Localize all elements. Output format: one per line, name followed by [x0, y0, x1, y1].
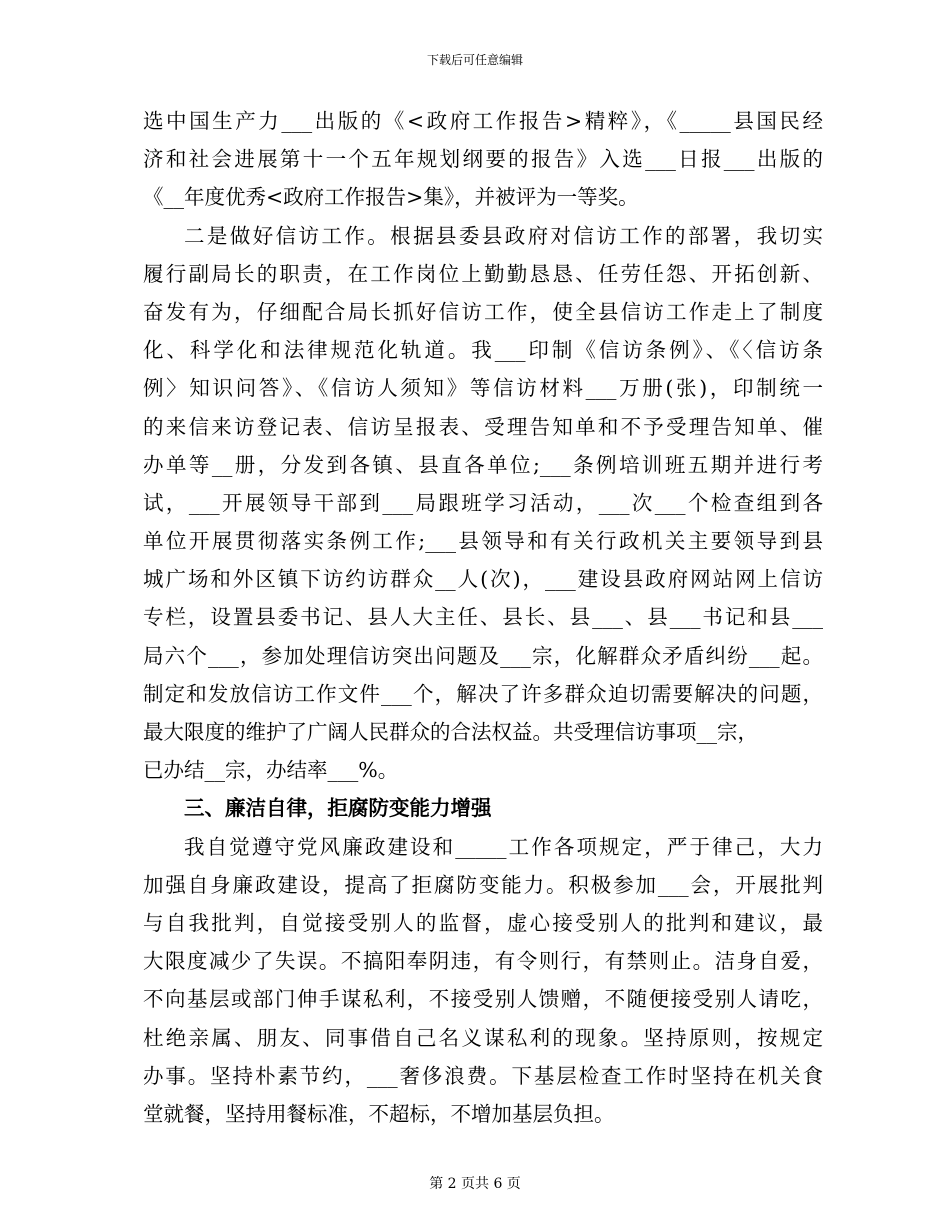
page-header: 下载后可任意编辑: [426, 53, 523, 67]
page-footer: 第 2 页共 6 页: [429, 1176, 521, 1192]
body-line: 大限度减少了失误。不搞阳奉阴违，有令则行，有禁则止。洁身自爱，: [143, 949, 823, 974]
body-line: 堂就餐，坚持用餐标准，不超标，不增加基层负担。: [143, 1101, 615, 1126]
body-line: 例〉知识问答》、《信访人须知》等信访材料___万册(张)，印制统一: [143, 376, 823, 401]
paragraph-start-line: 我自觉遵守党风廉政建设和_____工作各项规定，严于律己，大力: [184, 834, 823, 859]
body-line: 不向基层或部门伸手谋私利，不接受别人馈赠，不随便接受别人请吃，: [143, 987, 823, 1012]
body-line: 化、科学化和法律规范化轨道。我___印制《信访条例》、《〈信访条: [143, 338, 823, 363]
body-line: 加强自身廉政建设，提高了拒腐防变能力。积极参加___会，开展批判: [143, 872, 823, 897]
body-line: 与自我批判，自觉接受别人的监督，虚心接受别人的批判和建议，最: [143, 910, 823, 935]
body-line: 奋发有为，仔细配合局长抓好信访工作，使全县信访工作走上了制度: [143, 299, 823, 324]
body-line: 杜绝亲属、朋友、同事借自己名义谋私利的现象。坚持原则，按规定: [143, 1025, 823, 1050]
document-body: [143, 102, 823, 1133]
section-heading: 三、廉洁自律，拒腐防变能力增强: [184, 796, 492, 821]
body-line: 《__年度优秀<政府工作报告>集》，并被评为一等奖。: [143, 185, 639, 210]
body-line: 制定和发放信访工作文件___个，解决了许多群众迫切需要解决的问题，: [143, 681, 823, 706]
body-line: 已办结__宗，办结率___%。: [143, 758, 399, 783]
body-line: 专栏，设置县委书记、县人大主任、县长、县___、县___书记和县___: [143, 605, 823, 630]
body-line: 办事。坚持朴素节约，___奢侈浪费。下基层检查工作时坚持在机关食: [143, 1063, 823, 1088]
body-line: 试，___开展领导干部到___局跟班学习活动，___次___个检查组到各: [143, 490, 823, 515]
body-line: 单位开展贯彻落实条例工作;___县领导和有关行政机关主要领导到县: [143, 529, 823, 554]
body-line: 履行副局长的职责，在工作岗位上勤勤恳恳、任劳任怨、开拓创新、: [143, 261, 823, 286]
body-line: 济和社会进展第十一个五年规划纲要的报告》入选___日报___出版的: [143, 147, 823, 172]
body-line: 办单等__册，分发到各镇、县直各单位;___条例培训班五期并进行考: [143, 452, 823, 477]
body-line: 局六个___，参加处理信访突出问题及___宗，化解群众矛盾纠纷___起。: [143, 643, 823, 668]
paragraph-start-line: 二是做好信访工作。根据县委县政府对信访工作的部署，我切实: [184, 223, 823, 248]
body-line: 的来信来访登记表、信访呈报表、受理告知单和不予受理告知单、催: [143, 414, 823, 439]
body-line: 最大限度的维护了广阔人民群众的合法权益。共受理信访事项__宗，: [143, 720, 758, 744]
body-line: 城广场和外区镇下访约访群众__人(次)，___建设县政府网站网上信访: [143, 567, 823, 592]
body-line: 选中国生产力___出版的《<政府工作报告>精粹》，《_____县国民经: [143, 109, 823, 133]
